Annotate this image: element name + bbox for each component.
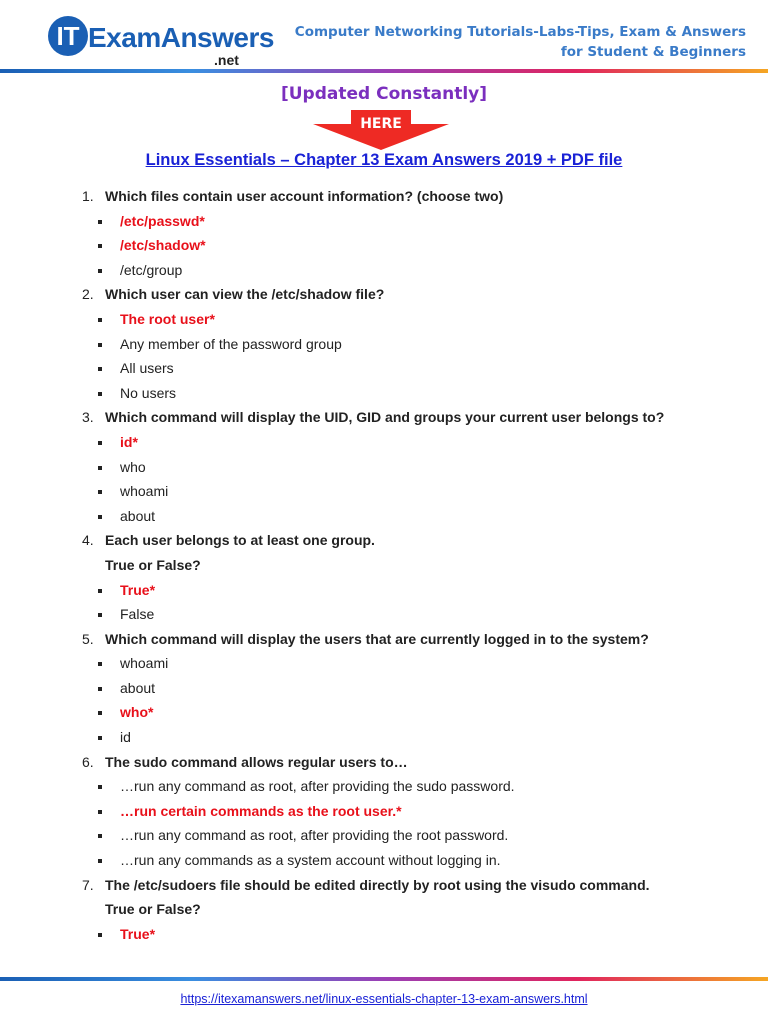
question-text: Which command will display the users that are currently logged in to the system?: [105, 630, 649, 647]
answer-text: Any member of the password group: [120, 335, 342, 352]
bullet-icon: [98, 367, 102, 371]
answer-text: who: [120, 458, 146, 475]
answer-text: /etc/shadow*: [120, 237, 206, 254]
bullet-icon: [98, 392, 102, 396]
answer-option-correct: [0, 430, 768, 455]
logo-mark: IT: [48, 16, 88, 56]
bullet-icon: [98, 662, 102, 666]
bullet-icon: [98, 711, 102, 715]
answer-text: True*: [120, 925, 156, 942]
answer-option: [0, 258, 768, 283]
question-line: [0, 897, 768, 922]
answer-text: …run any command as root, after providing the root password.: [120, 827, 509, 844]
answer-text: id: [120, 729, 131, 746]
answer-text: …run any commands as a system account without logging in.: [120, 852, 501, 869]
question-line: [0, 627, 768, 652]
answer-text: All users: [120, 360, 174, 377]
answer-option-correct: [0, 799, 768, 824]
answer-text: whoami: [120, 483, 169, 500]
footer-divider: [0, 977, 768, 981]
bullet-icon: [98, 244, 102, 248]
question-text: Which command will display the UID, GID and groups your current user belongs to?: [105, 409, 665, 426]
answer-text: …run certain commands as the root user.*: [120, 802, 402, 819]
question-text: Which user can view the /etc/shadow file?: [105, 286, 385, 303]
question-number: 4.: [82, 532, 94, 549]
logo-tld: .net: [214, 52, 239, 68]
question-item: [0, 184, 768, 282]
bullet-icon: [98, 785, 102, 789]
here-link[interactable]: HERE: [360, 116, 402, 132]
bullet-icon: [98, 318, 102, 322]
bullet-icon: [98, 220, 102, 224]
answer-option: [0, 332, 768, 357]
logo-name: ExamAnswers: [88, 22, 274, 53]
answer-text: True*: [120, 581, 156, 598]
question-item: [0, 627, 768, 750]
question-item: [0, 750, 768, 873]
question-line: [0, 750, 768, 775]
answer-text: about: [120, 679, 156, 696]
answer-option-correct: [0, 233, 768, 258]
question-number: 6.: [82, 753, 94, 770]
answer-option: [0, 504, 768, 529]
answer-option: [0, 356, 768, 381]
bullet-icon: [98, 736, 102, 740]
question-number: 2.: [82, 286, 94, 303]
tagline-line-2: for Student & Beginners: [560, 44, 746, 60]
bullet-icon: [98, 834, 102, 838]
question-item: [0, 528, 768, 626]
bullet-icon: [98, 490, 102, 494]
question-number: 5.: [82, 630, 94, 647]
answer-option: [0, 848, 768, 873]
answer-option-correct: [0, 578, 768, 603]
answer-option-correct: [0, 700, 768, 725]
bullet-icon: [98, 687, 102, 691]
answer-option: [0, 676, 768, 701]
document-title-link[interactable]: Linux Essentials – Chapter 13 Exam Answers 2019 + PDF file: [145, 151, 623, 169]
answer-text: who*: [120, 704, 154, 721]
bullet-icon: [98, 613, 102, 617]
question-text: True or False?: [105, 556, 201, 573]
question-item: [0, 282, 768, 405]
answer-option: [0, 725, 768, 750]
answer-option: [0, 651, 768, 676]
question-text: Which files contain user account information? (choose two): [105, 188, 504, 204]
question-text: Each user belongs to at least one group.: [105, 532, 375, 549]
site-logo[interactable]: [48, 14, 274, 70]
answer-option-correct: [0, 209, 768, 234]
answer-text: id*: [120, 433, 138, 450]
bullet-icon: [98, 269, 102, 273]
question-line: [0, 873, 768, 898]
answer-option: [0, 455, 768, 480]
bullet-icon: [98, 589, 102, 593]
question-number: 7.: [82, 876, 94, 893]
question-item: [0, 405, 768, 528]
answer-text: The root user*: [120, 310, 215, 327]
question-line: [0, 528, 768, 553]
answer-option-correct: [0, 307, 768, 332]
question-line: [0, 282, 768, 307]
answer-text: No users: [120, 384, 177, 401]
answer-option: [0, 479, 768, 504]
question-text: The sudo command allows regular users to…: [105, 753, 408, 770]
answer-text: whoami: [120, 655, 169, 672]
question-line: [0, 405, 768, 430]
page-header: [0, 0, 768, 74]
tagline-line-1: Computer Networking Tutorials-Labs-Tips, Exam & Answers: [294, 24, 746, 40]
question-text: True or False?: [105, 901, 201, 918]
question-line: [0, 184, 768, 209]
question-number: 1.: [82, 188, 94, 204]
question-list: [0, 184, 768, 946]
answer-text: /etc/passwd*: [120, 212, 205, 229]
bullet-icon: [98, 859, 102, 863]
bullet-icon: [98, 933, 102, 937]
question-number: 3.: [82, 409, 94, 426]
question-text: The /etc/sudoers file should be edited directly by root using the visudo command.: [105, 876, 650, 893]
bullet-icon: [98, 515, 102, 519]
answer-text: about: [120, 507, 156, 524]
answer-option: [0, 381, 768, 406]
bullet-icon: [98, 810, 102, 814]
bullet-icon: [98, 441, 102, 445]
question-item: [0, 873, 768, 947]
header-divider: [0, 69, 768, 73]
updated-notice: [Updated Constantly]: [280, 84, 487, 104]
footer-url-link[interactable]: https://itexamanswers.net/linux-essentials-chapter-13-exam-answers.html: [180, 992, 588, 1006]
answer-option: [0, 823, 768, 848]
question-line: [0, 553, 768, 578]
site-tagline: [295, 22, 746, 62]
answer-option-correct: [0, 922, 768, 947]
answer-option: [0, 774, 768, 799]
bullet-icon: [98, 343, 102, 347]
bullet-icon: [98, 466, 102, 470]
answer-option: [0, 602, 768, 627]
answer-text: …run any command as root, after providing the sudo password.: [120, 778, 515, 795]
answer-text: /etc/group: [120, 261, 183, 278]
answer-text: False: [120, 606, 155, 623]
